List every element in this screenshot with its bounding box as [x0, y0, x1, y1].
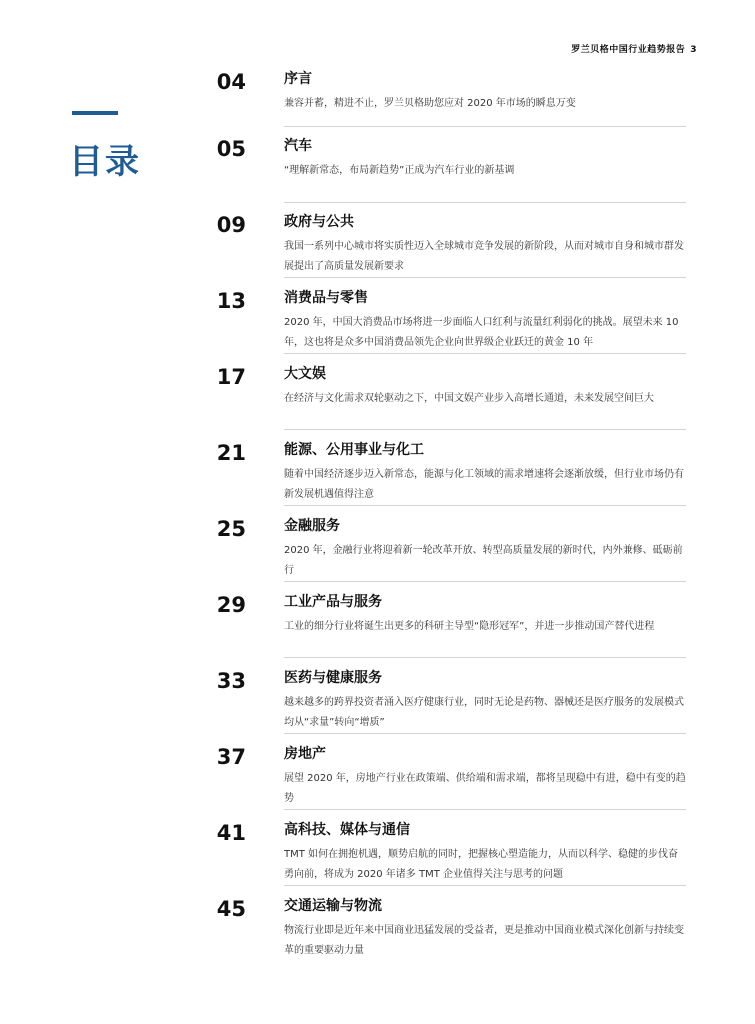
entry-title: 政府与公共 — [284, 214, 354, 230]
entry-page-number: 37 — [216, 745, 246, 769]
divider — [284, 657, 686, 658]
entry-description: 兼容并蓄，精进不止，罗兰贝格助您应对 2020 年市场的瞬息万变 — [284, 98, 576, 109]
entry-title: 金融服务 — [284, 518, 340, 534]
entry-title: 高科技、媒体与通信 — [284, 822, 410, 838]
entry-title: 大文娱 — [284, 366, 326, 382]
toc-heading: 目录 — [69, 142, 141, 182]
divider — [284, 429, 686, 430]
entry-page-number: 29 — [216, 593, 246, 617]
divider — [284, 126, 686, 127]
entry-page-number: 33 — [216, 669, 246, 693]
entry-description: 物流行业即是近年来中国商业迅猛发展的受益者，更是推动中国商业模式深化创新与持续变革的重要驱动力量 — [284, 925, 684, 956]
divider — [284, 505, 686, 506]
entry-page-number: 25 — [216, 517, 246, 541]
entry-title: 消费品与零售 — [284, 290, 368, 306]
entry-page-number: 13 — [216, 289, 246, 313]
divider — [284, 202, 686, 203]
entry-title: 序言 — [284, 71, 312, 87]
entry-description: 越来越多的跨界投资者涌入医疗健康行业，同时无论是药物、器械还是医疗服务的发展模式均从“求量”转向“增质” — [284, 697, 684, 728]
page-header — [571, 42, 697, 55]
divider — [284, 353, 686, 354]
entry-title: 医药与健康服务 — [284, 670, 382, 686]
entry-page-number: 17 — [216, 365, 246, 389]
entry-page-number: 41 — [216, 821, 246, 845]
report-title: 罗兰贝格中国行业趋势报告 — [571, 45, 686, 55]
entry-description: 工业的细分行业将诞生出更多的科研主导型“隐形冠军”，并进一步推动国产替代进程 — [284, 621, 655, 632]
entry-title: 汽车 — [284, 138, 312, 154]
entry-title: 交通运输与物流 — [284, 898, 382, 914]
entry-page-number: 09 — [216, 213, 246, 237]
entry-title: 房地产 — [284, 746, 326, 762]
entry-title: 能源、公用事业与化工 — [284, 442, 424, 458]
entry-description: 2020 年，金融行业将迎着新一轮改革开放、转型高质量发展的新时代，内外兼修、砥砺前行 — [284, 545, 683, 576]
entry-description: 我国一系列中心城市将实质性迈入全球城市竞争发展的新阶段，从而对城市自身和城市群发展提出了高质量发展新要求 — [284, 241, 684, 272]
entry-description: 展望 2020 年，房地产行业在政策端、供给端和需求端，都将呈现稳中有进，稳中有变的趋势 — [284, 773, 686, 804]
divider — [284, 885, 686, 886]
entry-description: 随着中国经济逐步迈入新常态，能源与化工领域的需求增速将会逐渐放缓，但行业市场仍有新发展机遇值得注意 — [284, 469, 684, 500]
divider — [284, 277, 686, 278]
accent-bar — [72, 111, 118, 115]
divider — [284, 581, 686, 582]
entry-title: 工业产品与服务 — [284, 594, 382, 610]
entry-page-number: 04 — [216, 70, 246, 94]
entry-description: TMT 如何在拥抱机遇，顺势启航的同时，把握核心塑造能力，从而以科学、稳健的步伐奋勇向前，将成为 2020 年诸多 TMT 企业值得关注与思考的问题 — [284, 849, 679, 880]
entry-page-number: 21 — [216, 441, 246, 465]
page-number: 3 — [690, 45, 697, 55]
entry-page-number: 45 — [216, 897, 246, 921]
entry-description: “理解新常态，布局新趋势”正成为汽车行业的新基调 — [284, 165, 515, 176]
divider — [284, 733, 686, 734]
entry-page-number: 05 — [216, 137, 246, 161]
divider — [284, 809, 686, 810]
entry-description: 2020 年，中国大消费品市场将进一步面临人口红利与流量红利弱化的挑战。展望未来 10 年，这也将是众多中国消费品领先企业向世界级企业跃迁的黄金 10 年 — [284, 317, 679, 348]
entry-description: 在经济与文化需求双轮驱动之下，中国文娱产业步入高增长通道，未来发展空间巨大 — [284, 393, 654, 404]
